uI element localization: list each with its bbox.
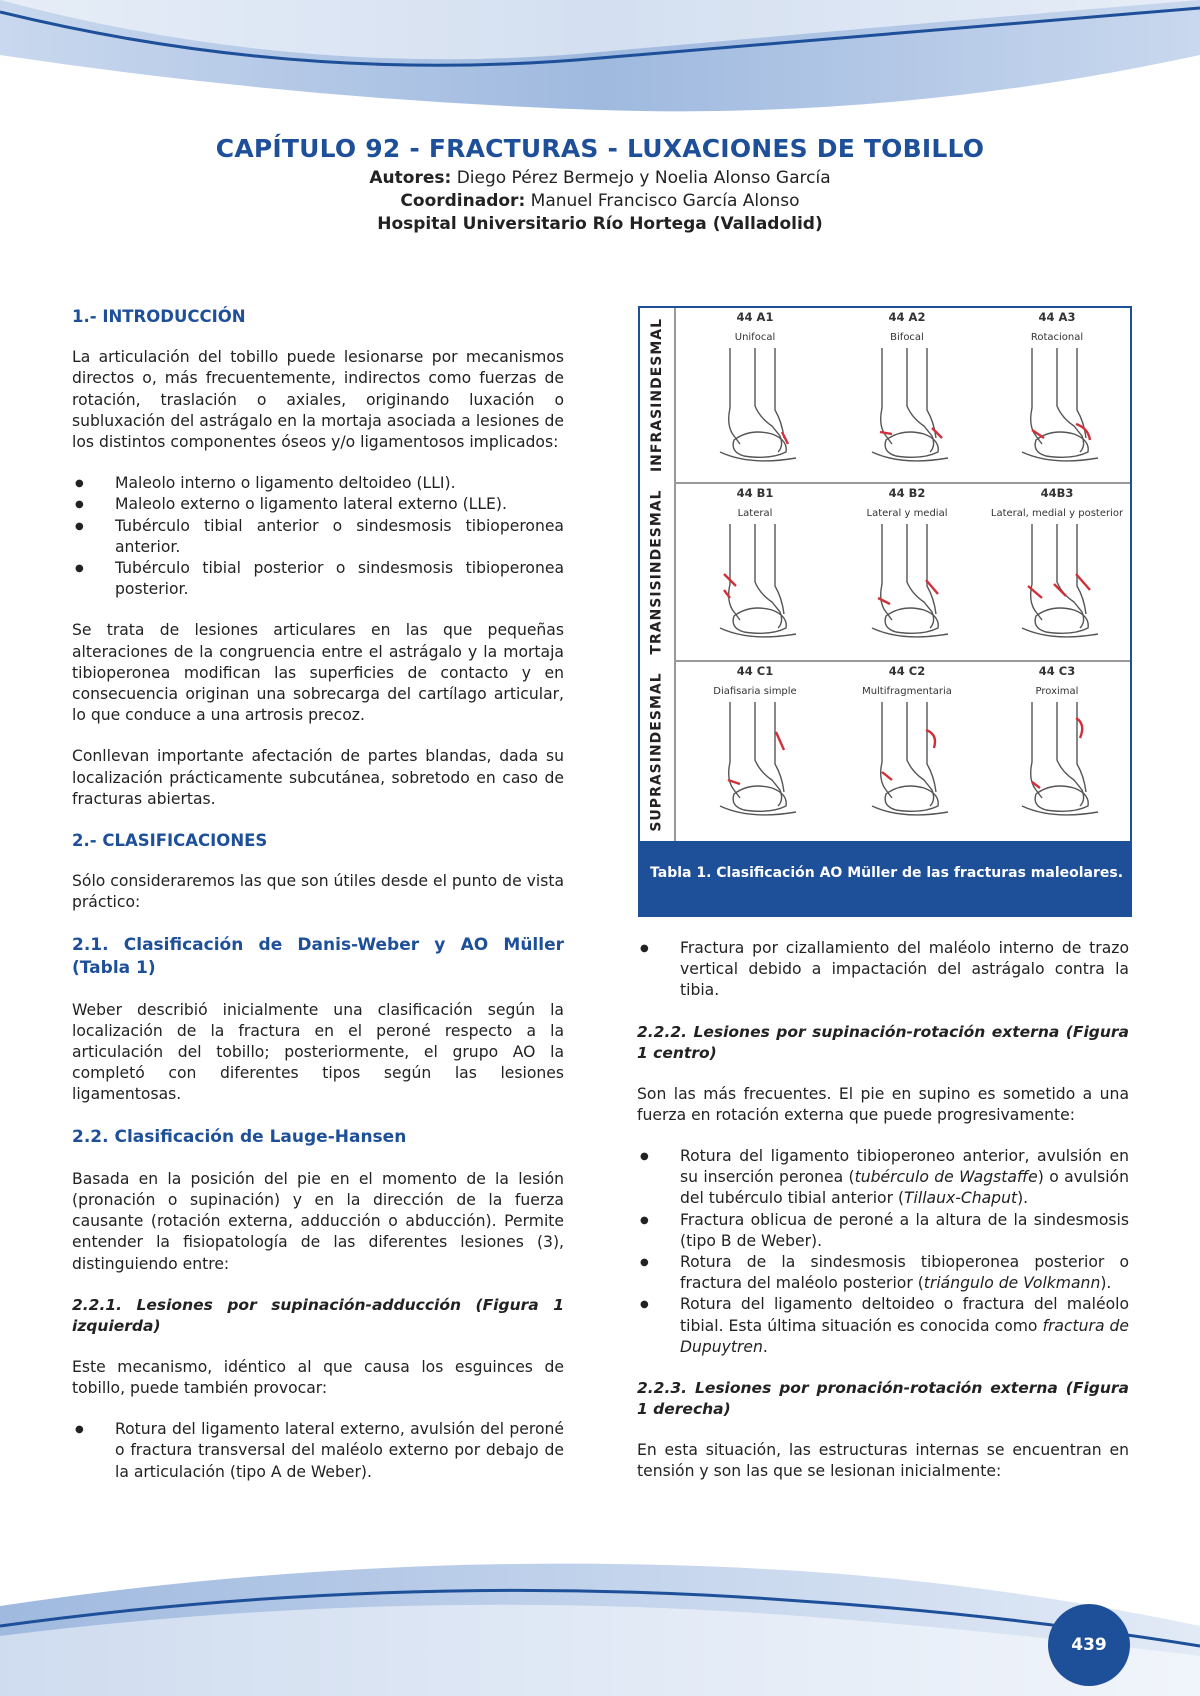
classif-2-2-2-paragraph: Son las más frecuentes. El pie en supino es sometido a una fuerza en rotación externa que puede progresivamente: xyxy=(637,1084,1129,1124)
title-block xyxy=(0,134,1200,236)
section-heading-introduccion: 1.- INTRODUCCIÓN xyxy=(72,307,246,326)
classif-2-2-1-bullet-list xyxy=(72,1419,564,1483)
ankle-diagram-icon xyxy=(852,348,962,468)
classification-cell xyxy=(832,662,982,841)
cell-subtitle: Multifragmentaria xyxy=(862,686,952,697)
row-label: TRANSISINDESMAL xyxy=(649,489,666,655)
cell-subtitle: Bifocal xyxy=(890,332,924,343)
classification-cell xyxy=(680,484,830,660)
ankle-diagram-icon xyxy=(1002,524,1112,644)
list-item: ● Maleolo externo o ligamento lateral externo (LLE). xyxy=(72,494,564,515)
classif-2-2-2-bullet-list xyxy=(637,1146,1129,1358)
cell-code: 44B3 xyxy=(1040,486,1074,500)
ankle-diagram-icon xyxy=(700,524,810,644)
intro-paragraph-2: Se trata de lesiones articulares en las que pequeñas alteraciones de la congruencia entre el astrágalo y la mortaja tibioperonea modifican las superficies de contacto y en consecuencia originan una sobrecarga del cartílago articular, lo que conduce a una artrosis precoz. xyxy=(72,621,564,725)
cell-code: 44 B2 xyxy=(888,486,926,500)
intro-paragraph-3: Conllevan importante afectación de partes blandas, dada su localización prácticamente subcutánea, sobretodo en caso de fracturas abiertas. xyxy=(72,747,564,808)
cell-code: 44 B1 xyxy=(736,486,774,500)
classification-cell xyxy=(982,308,1132,482)
coordinator: Manuel Francisco García Alonso xyxy=(530,191,800,211)
classif-2-2-3-paragraph: En esta situación, las estructuras internas se encuentran en tensión y son las que se lesionan inicialmente: xyxy=(637,1441,1129,1481)
cell-code: 44 A2 xyxy=(888,310,926,324)
cell-code: 44 C2 xyxy=(888,664,926,678)
page-number-badge: 439 xyxy=(1048,1604,1130,1686)
classification-cell xyxy=(680,308,830,482)
authors-label: Autores: xyxy=(369,168,452,188)
list-item: ● Fractura por cizallamiento del maléolo interno de trazo vertical debido a impactación del astrágalo contra la tibia. xyxy=(637,938,1129,1002)
cell-subtitle: Lateral, medial y posterior xyxy=(990,508,1124,519)
classif-2-1-paragraph: Weber describió inicialmente una clasificación según la localización de la fractura en el peroné respecto a la articulación del tobillo; posteriormente, el grupo AO la completó con diferentes tipos según las lesiones ligamentosas. xyxy=(72,1000,564,1104)
list-item: ● Rotura del ligamento lateral externo, avulsión del peroné o fractura transversal del maléolo externo por debajo de la articulación (tipo A de Weber). xyxy=(72,1419,564,1483)
ankle-diagram-icon xyxy=(700,348,810,468)
hospital: Hospital Universitario Río Hortega (Valladolid) xyxy=(377,214,823,234)
classification-cell xyxy=(832,484,982,660)
row-label: SUPRASINDESMAL xyxy=(649,671,666,832)
ao-muller-classification-figure xyxy=(638,306,1130,909)
classif-2-2-1-paragraph: Este mecanismo, idéntico al que causa los esguinces de tobillo, puede también provocar: xyxy=(72,1357,564,1397)
list-item: ● Tubérculo tibial anterior o sindesmosis tibioperonea anterior. xyxy=(72,516,564,558)
ankle-diagram-icon xyxy=(1002,348,1112,468)
chapter-title: CAPÍTULO 92 - FRACTURAS - LUXACIONES DE TOBILLO xyxy=(215,134,985,163)
list-item: ● Rotura del ligamento tibioperoneo anterior, avulsión en su inserción peronea (tubérculo de Wagstaffe) o avulsión del tubérculo tibial anterior (Tillaux-Chaput). xyxy=(637,1146,1129,1210)
list-item: ● Tubérculo tibial posterior o sindesmosis tibioperonea posterior. xyxy=(72,558,564,600)
classification-cell xyxy=(680,662,830,841)
figure-row xyxy=(640,662,1130,841)
ankle-diagram-icon xyxy=(852,702,962,822)
cell-subtitle: Lateral y medial xyxy=(866,508,948,519)
intro-paragraph-1: La articulación del tobillo puede lesionarse por mecanismos directos o, más frecuentemente, indirectos como fuerzas de rotación, traslación o axiales, originando luxación o subluxación del astrágalo en la mortaja asociada a lesiones de los distintos componentes óseos y/o ligamentosos implicados: xyxy=(72,348,564,452)
subsection-heading-2-2-2: 2.2.2. Lesiones por supinación-rotación externa (Figura 1 centro) xyxy=(637,1022,1129,1062)
subsection-heading-2-2-1: 2.2.1. Lesiones por supinación-adducción (Figura 1 izquierda) xyxy=(72,1295,564,1335)
list-item: ● Fractura oblicua de peroné a la altura de la sindesmosis (tipo B de Weber). xyxy=(637,1210,1129,1252)
header-wave-decoration xyxy=(0,0,1200,140)
ankle-diagram-icon xyxy=(1002,702,1112,822)
coordinator-line xyxy=(0,190,1200,213)
authors: Diego Pérez Bermejo y Noelia Alonso García xyxy=(456,168,831,188)
subsection-heading-2-2: 2.2. Clasificación de Lauge-Hansen xyxy=(72,1126,407,1147)
list-item: ● Maleolo interno o ligamento deltoideo (LLI). xyxy=(72,473,564,494)
cell-code: 44 C3 xyxy=(1038,664,1076,678)
right-top-bullet-list xyxy=(637,938,1129,1002)
cell-subtitle: Unifocal xyxy=(734,332,776,343)
cell-subtitle: Lateral xyxy=(737,508,773,519)
intro-bullet-list xyxy=(72,473,564,600)
subsection-heading-2-1: 2.1. Clasificación de Danis-Weber y AO Müller (Tabla 1) xyxy=(72,934,564,978)
cell-code: 44 A1 xyxy=(736,310,774,324)
label-column-divider xyxy=(674,308,676,841)
authors-line xyxy=(0,167,1200,190)
right-column xyxy=(637,938,1129,1502)
hospital-line xyxy=(0,213,1200,236)
cell-subtitle: Rotacional xyxy=(1030,332,1084,343)
list-item: ● Rotura del ligamento deltoideo o fractura del maléolo tibial. Esta última situación es conocida como fractura de Dupuytren. xyxy=(637,1294,1129,1358)
classif-2-2-paragraph: Basada en la posición del pie en el momento de la lesión (pronación o supinación) y en la dirección de la fuerza causante (rotación externa, adducción o abducción). Permite entender la fisiopatología de las diferentes lesiones (3), distinguiendo entre: xyxy=(72,1169,564,1273)
subsection-heading-2-2-3: 2.2.3. Lesiones por pronación-rotación externa (Figura 1 derecha) xyxy=(637,1379,1129,1419)
ankle-diagram-icon xyxy=(852,524,962,644)
cell-code: 44 C1 xyxy=(736,664,774,678)
classif-paragraph-1: Sólo consideraremos las que son útiles desde el punto de vista práctico: xyxy=(72,872,564,912)
left-column xyxy=(72,306,564,1503)
cell-subtitle: Proximal xyxy=(1035,686,1079,697)
figure-caption-box xyxy=(638,841,1132,917)
ankle-diagram-icon xyxy=(700,702,810,822)
footer-wave-decoration xyxy=(0,1526,1200,1696)
figure-row xyxy=(640,308,1130,482)
figure-frame xyxy=(638,306,1132,843)
cell-subtitle: Diafisaria simple xyxy=(713,686,797,697)
section-heading-clasificaciones: 2.- CLASIFICACIONES xyxy=(72,831,268,851)
classification-cell xyxy=(832,308,982,482)
figure-caption: Tabla 1. Clasificación AO Müller de las fracturas maleolares. xyxy=(650,865,1124,881)
row-label: INFRASINDESMAL xyxy=(649,317,666,473)
cell-code: 44 A3 xyxy=(1038,310,1076,324)
figure-row xyxy=(640,484,1130,660)
classification-cell xyxy=(982,484,1132,660)
classification-cell xyxy=(982,662,1132,841)
coordinator-label: Coordinador: xyxy=(400,191,526,211)
list-item: ● Rotura de la sindesmosis tibioperonea posterior o fractura del maléolo posterior (triángulo de Volkmann). xyxy=(637,1252,1129,1294)
